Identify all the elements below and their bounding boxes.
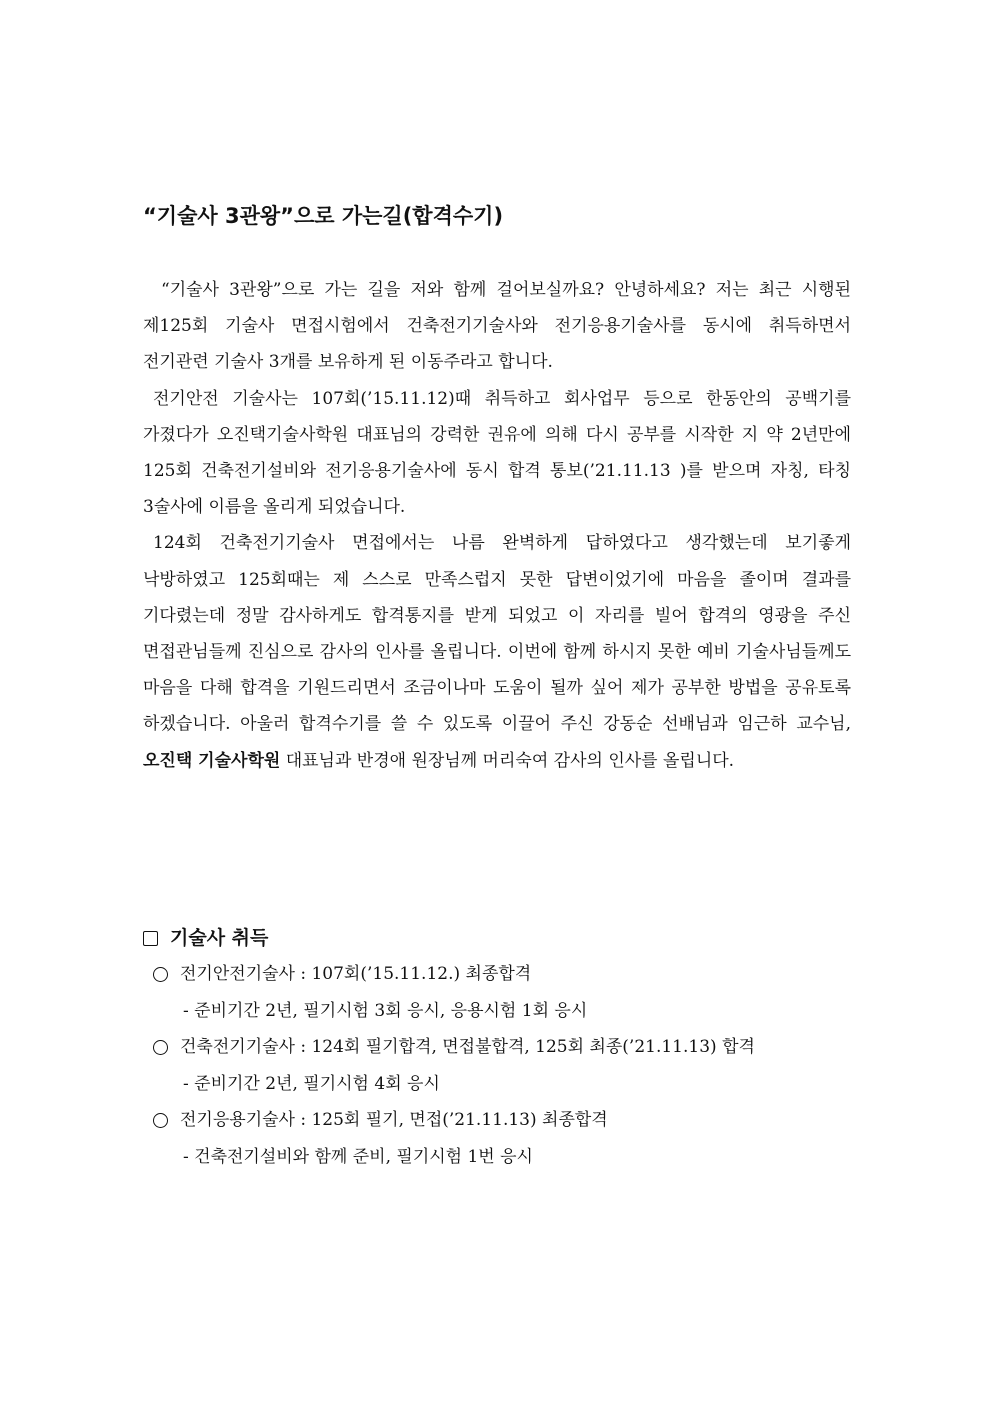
paragraph-thanks-text-before: 124회 건축전기기술사 면접에서는 나름 완벽하게 답하였다고 생각했는데 보기좋게 낙방하였고 125회때는 제 스스로 만족스럽지 못한 답변이었기에 마음을 졸이며 결과를 기다렸는데 정말 감사하게도 합격통지를 받게 되었고 이 자리를 빌어 합격의 영광을 주신 면접관님들께 진심으로 감사의 인사를 올립니다. 이번에 함께 하시지 못한 예비 기술사님들께도 마음을 다해 합격을 기원드리면서 조금이나마 도움이 될까 싶어 제가 공부한 방법을 공유토록 하겠습니다. 아울러 합격수기를 쓸 수 있도록 이끌어 주신 강동순 선배님과 임근하 교수님, — [143, 533, 851, 735]
paragraph-thanks-text-after: 대표님과 반경애 원장님께 머리숙여 감사의 인사를 올립니다. — [280, 750, 735, 771]
body-text — [143, 272, 851, 779]
academy-name-bold: 오진택 기술사학원 — [143, 750, 281, 771]
paragraph-intro: “기술사 3관왕”으로 가는 길을 저와 함께 걸어보실까요? 안녕하세요? 저는 최근 시행된 제125회 기술사 면접시험에서 건축전기기술사와 전기응용기술사를 동시에 취득하면서 전기관련 기술사 3개를 보유하게 된 이동주라고 합니다. — [143, 280, 851, 373]
section-heading-text: 기술사 취득 — [170, 927, 269, 949]
paragraph-thanks — [143, 525, 851, 778]
list-item — [153, 1102, 863, 1139]
list-item-label: 전기안전기술사 : 107회(’15.11.12.) 최종합격 — [180, 964, 532, 984]
list-item-label: 건축전기기술사 : 124회 필기합격, 면접불합격, 125회 최종(’21.11.13) 합격 — [180, 1037, 755, 1057]
circle-bullet-icon — [153, 1113, 168, 1128]
document-title: “기술사 3관왕”으로 가는길(합격수기) — [143, 204, 504, 228]
list-item-detail: - 건축전기설비와 함께 준비, 필기시험 1번 응시 — [183, 1146, 533, 1167]
circle-bullet-icon — [153, 1040, 168, 1055]
list-item-label: 전기응용기술사 : 125회 필기, 면접(’21.11.13) 최종합격 — [180, 1110, 608, 1130]
circle-bullet-icon — [153, 967, 168, 982]
certification-section — [143, 920, 863, 1175]
list-item-detail: - 준비기간 2년, 필기시험 4회 응시 — [183, 1073, 440, 1094]
square-bullet-icon — [143, 931, 158, 946]
section-heading — [143, 920, 863, 956]
list-item — [153, 1029, 863, 1066]
list-item — [153, 956, 863, 993]
list-item-detail: - 준비기간 2년, 필기시험 3회 응시, 응용시험 1회 응시 — [183, 1000, 588, 1021]
paragraph-history: 전기안전 기술사는 107회(’15.11.12)때 취득하고 회사업무 등으로 한동안의 공백기를 가졌다가 오진택기술사학원 대표님의 강력한 권유에 의해 다시 공부를 시작한 지 약 2년만에 125회 건축전기설비와 전기응용기술사에 동시 합격 통보(’21.11.13 )를 받으며 자칭, 타칭 3술사에 이름을 올리게 되었습니다. — [143, 388, 851, 518]
